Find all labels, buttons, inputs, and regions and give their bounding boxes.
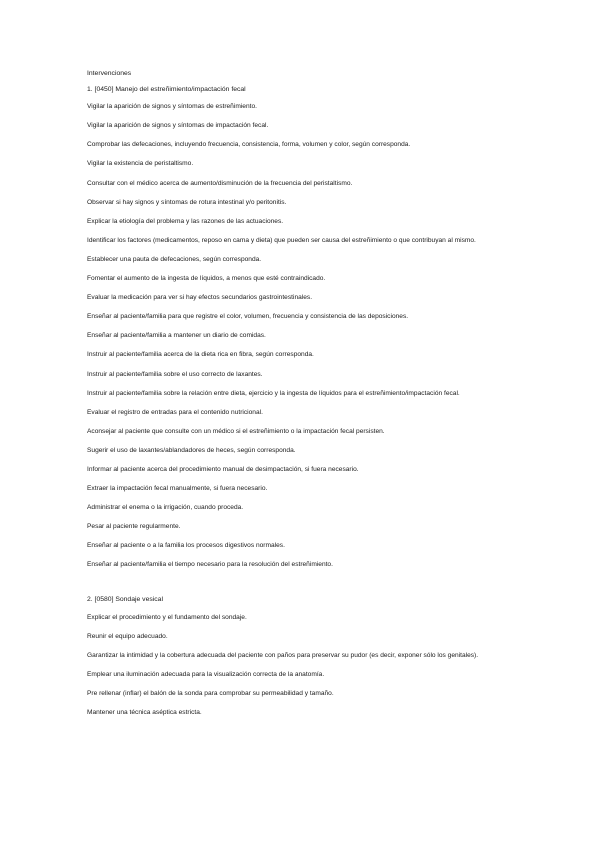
document-content xyxy=(87,70,507,728)
intervention-item: Instruir al paciente/familia sobre el uso correcto de laxantes. xyxy=(87,370,263,378)
sections-container xyxy=(87,86,507,718)
intervention-item: Mantener una técnica aséptica estricta. xyxy=(87,709,202,717)
intervention-item: Sugerir el uso de laxantes/ablandadores de heces, según corresponda. xyxy=(87,446,296,454)
intervention-item: Observar si hay signos y síntomas de rotura intestinal y/o peritonitis. xyxy=(87,198,287,206)
intervention-item: Garantizar la intimidad y la cobertura adecuada del paciente con paños para preservar su pudor (es decir, exponer sólo los genitales). xyxy=(87,651,479,659)
intervention-item: Instruir al paciente/familia acerca de la dieta rica en fibra, según corresponda. xyxy=(87,351,314,359)
intervention-item: Reunir el equipo adecuado. xyxy=(87,632,168,640)
intervention-item: Evaluar el registro de entradas para el contenido nutricional. xyxy=(87,408,263,416)
section-title: 2. [0580] Sondaje vesical xyxy=(87,596,163,604)
section-title: 1. [0450] Manejo del estreñimiento/impactación fecal xyxy=(87,85,246,93)
intervention-item: Consultar con el médico acerca de aumento/disminución de la frecuencia del peristaltismo. xyxy=(87,179,353,187)
intervention-item: Administrar el enema o la irrigación, cuando proceda. xyxy=(87,504,244,512)
intervention-item: Enseñar al paciente/familia para que registre el color, volumen, frecuencia y consistencia de las deposiciones. xyxy=(87,313,409,321)
intervention-item: Pesar al paciente regularmente. xyxy=(87,523,181,531)
section-2 xyxy=(87,596,507,718)
intervention-item: Explicar la etiología del problema y las razones de las actuaciones. xyxy=(87,217,284,225)
intervention-item: Emplear una iluminación adecuada para la visualización correcta de la anatomía. xyxy=(87,670,325,678)
intervention-item: Vigilar la existencia de peristaltismo. xyxy=(87,160,194,168)
intervention-item: Instruir al paciente/familia sobre la relación entre dieta, ejercicio y la ingesta de líquidos para el estreñimiento/impactación fecal. xyxy=(87,389,460,397)
intervention-item: Evaluar la medicación para ver si hay efectos secundarios gastrointestinales. xyxy=(87,294,313,302)
document-heading: Intervenciones xyxy=(87,70,132,77)
section-1 xyxy=(87,86,507,570)
intervention-item: Vigilar la aparición de signos y síntomas de estreñimiento. xyxy=(87,103,257,111)
intervention-item: Establecer una pauta de defecaciones, según corresponda. xyxy=(87,255,262,263)
intervention-item: Comprobar las defecaciones, incluyendo frecuencia, consistencia, forma, volumen y color, según corresponda. xyxy=(87,141,411,149)
intervention-item: Enseñar al paciente/familia a mantener un diario de comidas. xyxy=(87,332,266,340)
intervention-item: Extraer la impactación fecal manualmente, si fuera necesario. xyxy=(87,485,268,493)
intervention-item: Enseñar al paciente/familia el tiempo necesario para la resolución del estreñimiento. xyxy=(87,561,333,569)
intervention-item: Enseñar al paciente o a la familia los procesos digestivos normales. xyxy=(87,542,285,550)
intervention-item: Identificar los factores (medicamentos, reposo en cama y dieta) que pueden ser causa del estreñimiento o que contribuyan al mismo. xyxy=(87,236,476,244)
intervention-item: Vigilar la aparición de signos y síntomas de impactación fecal. xyxy=(87,122,269,130)
intervention-item: Informar al paciente acerca del procedimiento manual de desimpactación, si fuera necesario. xyxy=(87,465,359,473)
intervention-item: Pre rellenar (inflar) el balón de la sonda para comprobar su permeabilidad y tamaño. xyxy=(87,690,334,697)
intervention-item: Aconsejar al paciente que consulte con un médico si el estreñimiento o la impactación fecal persisten. xyxy=(87,427,385,435)
intervention-item: Explicar el procedimiento y el fundamento del sondaje. xyxy=(87,613,247,621)
intervention-item: Fomentar el aumento de la ingesta de líquidos, a menos que esté contraindicado. xyxy=(87,275,326,283)
